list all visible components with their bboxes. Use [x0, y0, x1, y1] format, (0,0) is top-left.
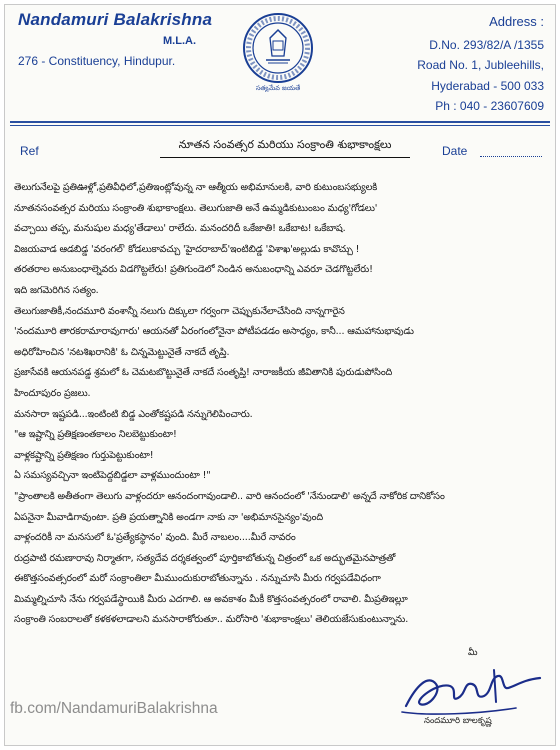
- address-line: Hyderabad - 500 033: [431, 78, 544, 93]
- body-line: ఇది జగమెరిగిన సత్యం.: [14, 284, 99, 296]
- ref-label: Ref: [20, 144, 39, 158]
- letterhead-left: [18, 10, 212, 68]
- address-phone: Ph : 040 - 23607609: [435, 99, 544, 113]
- body-line: అధిరోహించిన 'నటశిఖరానికి' ఓ చిన్నమెట్టునైతే నాకదే తృప్తి.: [14, 346, 230, 358]
- body-line: మనసారా ఇష్టపడి...ఇంటింటి బిడ్డ ఎంతోకష్టపడి నన్నుగెలిపించారు.: [14, 408, 253, 420]
- body-line: "ప్రాంతాలకి అతీతంగా తెలుగు వాళ్లందరూ ఆనందంగావుండాలి.. వారి ఆనందంలో 'నేనుండాలి' అన్నదే నాకోరిక దానికోసం: [14, 490, 445, 502]
- body-line: నూతనసంవత్సర మరియు సంక్రాంతి శుభాకాంక్షలు. తెలుగుజాతి అనే ఉమ్మడికుటుంబం మధ్య'గోడలు': [14, 202, 378, 214]
- date-label: Date: [442, 144, 468, 158]
- letterhead-title: M.L.A.: [163, 35, 196, 47]
- body-line: విజయవాడ ఆడబిడ్డ 'వరంగల్' కోడలుకావచ్చు 'హైదరాబాద్'ఇంటిబిడ్డ 'విశాఖ'అల్లుడు కావొచ్చు !: [14, 243, 360, 255]
- subject-line: నూతన సంవత్సర మరియు సంక్రాంతి శుభాకాంక్షలు: [178, 138, 392, 151]
- address-heading: Address :: [489, 14, 544, 29]
- body-line: తెలుగునేలపై ప్రతిఊళ్లో,ప్రతివీధిలో,ప్రతిఇంట్లోవున్న నా ఆత్మీయ అభిమానులకి, వారి కుటుంబసభ్యులకి: [14, 182, 378, 193]
- address-line: D.No. 293/82/A /1355: [429, 37, 544, 52]
- address-block: [417, 12, 544, 117]
- body-line: సంక్రాంతి సంబరాలతో కళకళలాడాలని మనసారాకోరుతూ.. మరోసారి 'శుభాకాంక్షలు' తెలియజేసుకుంటున్నాను.: [14, 614, 409, 626]
- body-line: వాళ్లకష్టాన్ని ప్రతిక్షణం గుర్తుపెట్టుకుంటా!: [14, 449, 154, 461]
- body-line: వచ్చాయి తప్ప, మనుషుల మధ్య'తేడాలు' రాలేదు. మనందరిదీ ఒకేజాతి! ఒకేబాట! ఒకేబాష.: [14, 223, 346, 235]
- body-line: హిందూపురం ప్రజలు.: [14, 387, 91, 399]
- address-line: Road No. 1, Jubleehills,: [417, 58, 544, 72]
- body-line: ప్రజాసేవకి ఆయనపడ్డ శ్రమలో ఓ చెమటబొట్టునైతే నాకదే సంతృప్తి! నారాజకీయ జీవితానికి పురుడుపోసింది: [14, 367, 393, 379]
- body-line: "ఆ ఇష్టాన్ని ప్రతిక్షణంతకాలం నిలబెట్టుకుంటా!: [14, 429, 177, 441]
- body-line: రుద్రపాటి రమణారావు నిర్మాతగా, సత్యదేవ దర్శకత్వంలో పూర్తికాబోతున్న చిత్రంలో ఒక అద్భుతమైనపాత్రతో: [14, 552, 396, 564]
- body-line: మిమ్మల్నిచూసి నేను గర్వపడేస్థాయికి మీరు ఎదగాలి. ఆ అవకాశం మీకీ కొత్తసంవత్సరంలో రావాలి. మీప్రతిఇల్లూ: [14, 593, 408, 605]
- date-blank: [480, 156, 542, 157]
- letter-body: [14, 178, 546, 631]
- body-line: ఏపనైనా మీవాడిగావుంటా. ప్రతి ప్రయత్నానికి అండగా నాకు నా 'అభిమానసైన్యం'వుంది: [14, 511, 324, 523]
- letterhead-rule-thin: [10, 125, 550, 126]
- subject-underline: [160, 157, 410, 158]
- letterhead-name: Nandamuri Balakrishna: [18, 10, 213, 29]
- assembly-emblem: [236, 8, 320, 92]
- body-line: తరతరాల అనుబంధాల్నెవరు విడగొట్టలేరు! ప్రతిగుండెలో నిండిన అనుబంధాన్ని ఎవరూ చెడగొట్టలేరు!: [14, 264, 373, 276]
- closing-word: మీ: [468, 648, 478, 658]
- letterhead-rule: [10, 121, 550, 123]
- body-line: 'నందమూరి తారకరామారావుగారు' ఆయనతో ఏరంగంలోనైనా పోటీపడడం అసాధ్యం, కానీ... ఆమహానుభావుడు: [14, 326, 414, 338]
- body-line: తెలుగుజాతికీ,నందమూరి వంశాన్నీ నలుగు దిక్కులా గర్వంగా చెప్పుకునేలాచేసింది నాన్నగారైన: [14, 305, 345, 317]
- body-line: ఈకొత్తసంవత్సరంలో మరో సంక్రాంతిలా మీముందుకురాబోతున్నాను . నన్నుచూసి మీరు గర్వపడేవిధంగా: [14, 573, 381, 585]
- signature-name: నందమూరి బాలకృష్ణ: [424, 716, 492, 726]
- body-line: ఏ సమస్యవచ్చినా ఇంటిపెద్దబిడ్డలా వాళ్లముందుంటా !": [14, 470, 211, 482]
- facebook-watermark: fb.com/NandamuriBalakrishna: [10, 700, 218, 717]
- letterhead-constituency: 276 - Constituency, Hindupur.: [18, 54, 176, 68]
- emblem-motto: సత్యమేవ జయతే: [255, 84, 301, 92]
- body-line: వాళ్లందరికీ నా మనసులో ఓ'ప్రత్యేకస్థానం' వుంది. మీరే నాబలం....మీరే నావరం: [14, 532, 296, 544]
